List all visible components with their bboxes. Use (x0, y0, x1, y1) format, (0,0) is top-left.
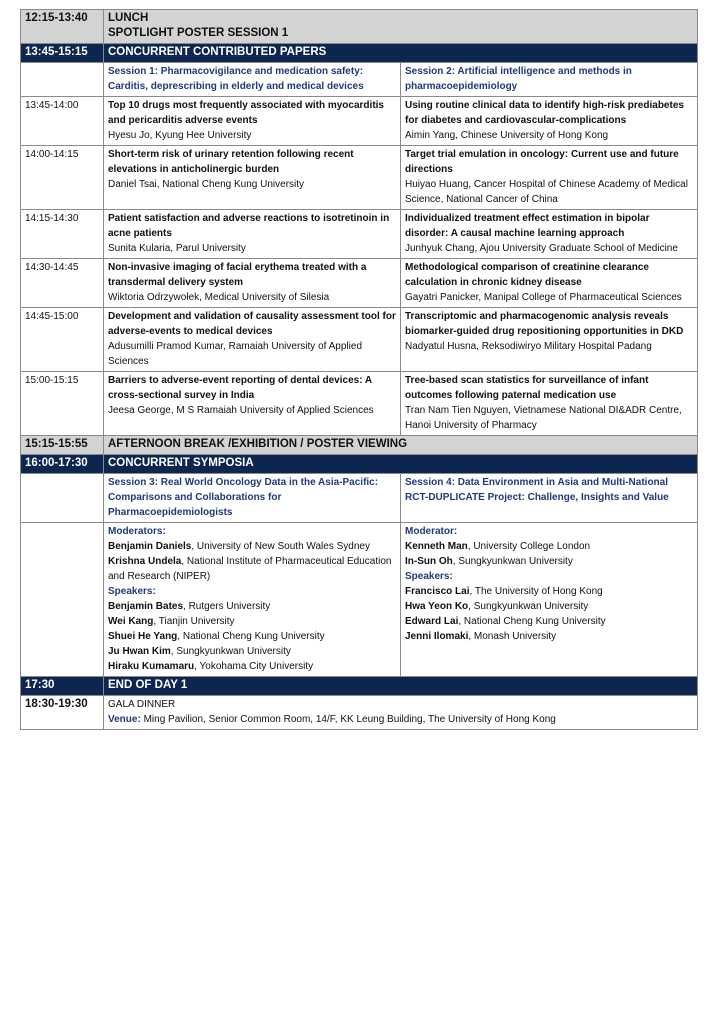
paper-author: Sunita Kularia, Parul University (108, 243, 246, 254)
paper-author: Gayatri Panicker, Manipal College of Pharmaceutical Sciences (405, 292, 682, 303)
gala-title: GALA DINNER (108, 699, 176, 710)
person-affiliation: , Monash University (468, 631, 557, 642)
paper-row (21, 97, 698, 146)
paper-title: Patient satisfaction and adverse reactions to isotretinoin in acne patients (108, 213, 390, 239)
person-affiliation: , The University of Hong Kong (469, 586, 603, 597)
person-name: Kenneth Man (405, 541, 468, 552)
session-2-paper (401, 308, 698, 372)
paper-title: Tree-based scan statistics for surveillance of infant outcomes following paternal medication use (405, 375, 649, 401)
paper-title: Transcriptomic and pharmacogenomic analysis reveals biomarker-guided drug repositioning opportunities in DKD (405, 311, 684, 337)
time-cell (21, 523, 104, 677)
time-cell: 18:30-19:30 (21, 696, 104, 730)
paper-title: Barriers to adverse-event reporting of dental devices: A cross-sectional survey in India (108, 375, 372, 401)
moderator (405, 554, 694, 569)
lunch-cell (104, 10, 698, 44)
person-affiliation: , National Institute of Pharmaceutical Education and Research (NIPER) (108, 556, 392, 582)
time-cell: 14:30-14:45 (21, 259, 104, 308)
speakers-label: Speakers: (405, 571, 453, 582)
paper-author: Jeesa George, M S Ramaiah University of Applied Sciences (108, 405, 374, 416)
person-name: In-Sun Oh (405, 556, 453, 567)
paper-author: Wiktoria Odrzywołek, Medical University of Silesia (108, 292, 330, 303)
person-name: Hwa Yeon Ko (405, 601, 469, 612)
paper-title: Development and validation of causality assessment tool for adverse-events to medical devices (108, 311, 396, 337)
person-affiliation: , University of New South Wales Sydney (191, 541, 370, 552)
paper-author: Junhyuk Chang, Ajou University Graduate School of Medicine (405, 243, 678, 254)
paper-author: Aimin Yang, Chinese University of Hong Kong (405, 130, 609, 141)
person-affiliation: , University College London (467, 541, 591, 552)
session-2-paper (401, 210, 698, 259)
paper-row (21, 146, 698, 210)
session-1-paper (104, 210, 401, 259)
speaker (405, 629, 694, 644)
time-cell: 14:15-14:30 (21, 210, 104, 259)
person-name: Benjamin Bates (108, 601, 184, 612)
session-1-paper (104, 308, 401, 372)
session-titles-row (21, 63, 698, 97)
person-affiliation: , Yokohama City University (194, 661, 314, 672)
time-cell: 13:45-14:00 (21, 97, 104, 146)
session-1-paper (104, 259, 401, 308)
symposia-people-row (21, 523, 698, 677)
moderators-label: Moderators: (108, 526, 166, 537)
paper-title: Non-invasive imaging of facial erythema treated with a transdermal delivery system (108, 262, 367, 288)
moderators-label: Moderator: (405, 526, 458, 537)
session-1-paper (104, 146, 401, 210)
person-name: Shuei He Yang (108, 631, 178, 642)
speaker (108, 614, 397, 629)
moderator (108, 554, 397, 584)
speaker (108, 659, 397, 674)
speaker (405, 614, 694, 629)
speaker (405, 599, 694, 614)
paper-row (21, 259, 698, 308)
time-cell (21, 474, 104, 523)
person-affiliation: , Tianjin University (153, 616, 235, 627)
person-affiliation: , National Cheng Kung University (177, 631, 325, 642)
gala-venue (108, 712, 694, 727)
time-cell (21, 63, 104, 97)
symposia-header-row (21, 455, 698, 474)
speaker (108, 629, 397, 644)
session-2-paper (401, 259, 698, 308)
end-day-title: END OF DAY 1 (104, 677, 698, 696)
session-3-people (104, 523, 401, 677)
section-title: CONCURRENT SYMPOSIA (104, 455, 698, 474)
person-name: Jenni Ilomaki (405, 631, 469, 642)
paper-author: Adusumilli Pramod Kumar, Ramaiah University of Applied Sciences (108, 341, 362, 367)
gala-cell (104, 696, 698, 730)
venue-label: Venue: (108, 714, 141, 725)
person-name: Benjamin Daniels (108, 541, 192, 552)
session-1-title: Session 1: Pharmacovigilance and medication safety: Carditis, deprescribing in elderly and medical devices (104, 63, 401, 97)
time-cell: 15:00-15:15 (21, 372, 104, 436)
lunch-row (21, 10, 698, 44)
moderator (108, 539, 397, 554)
end-day-row (21, 677, 698, 696)
speakers-label: Speakers: (108, 586, 156, 597)
programme-table (20, 9, 698, 730)
person-affiliation: , National Cheng Kung University (458, 616, 606, 627)
person-name: Hiraku Kumamaru (108, 661, 195, 672)
person-name: Wei Kang (108, 616, 154, 627)
paper-title: Individualized treatment effect estimation in bipolar disorder: A causal machine learning approach (405, 213, 650, 239)
venue-text: Ming Pavilion, Senior Common Room, 14/F, KK Leung Building, The University of Hong Kong (140, 714, 556, 725)
break-row (21, 436, 698, 455)
paper-author: Hyesu Jo, Kyung Hee University (108, 130, 252, 141)
time-cell: 15:15-15:55 (21, 436, 104, 455)
time-cell: 16:00-17:30 (21, 455, 104, 474)
paper-author: Tran Nam Tien Nguyen, Vietnamese National DI&ADR Centre, Hanoi University of Pharmacy (405, 405, 682, 431)
session-1-paper (104, 372, 401, 436)
paper-row (21, 308, 698, 372)
paper-author: Nadyatul Husna, Reksodiwiryo Military Hospital Padang (405, 341, 652, 352)
session-2-paper (401, 146, 698, 210)
paper-author: Daniel Tsai, National Cheng Kung University (108, 179, 305, 190)
section-title: CONCURRENT CONTRIBUTED PAPERS (104, 44, 698, 63)
papers-header-row (21, 44, 698, 63)
time-cell: 14:00-14:15 (21, 146, 104, 210)
session-2-title: Session 2: Artificial intelligence and methods in pharmacoepidemiology (401, 63, 698, 97)
paper-title: Target trial emulation in oncology: Current use and future directions (405, 149, 679, 175)
paper-title: Short-term risk of urinary retention following recent elevations in anticholinergic burden (108, 149, 354, 175)
time-cell: 12:15-13:40 (21, 10, 104, 44)
person-affiliation: , Rutgers University (183, 601, 271, 612)
person-affiliation: , Sungkyunkwan University (468, 601, 589, 612)
person-name: Francisco Lai (405, 586, 470, 597)
speaker (405, 584, 694, 599)
lunch-subtitle: SPOTLIGHT POSTER SESSION 1 (108, 27, 289, 39)
paper-title: Methodological comparison of creatinine clearance calculation in chronic kidney disease (405, 262, 649, 288)
person-name: Krishna Undela (108, 556, 182, 567)
session-4-title: Session 4: Data Environment in Asia and Multi-National RCT-DUPLICATE Project: Challenge, Insights and Value (401, 474, 698, 523)
break-title: AFTERNOON BREAK /EXHIBITION / POSTER VIEWING (104, 436, 698, 455)
moderator (405, 539, 694, 554)
paper-row (21, 372, 698, 436)
paper-title: Top 10 drugs most frequently associated with myocarditis and pericarditis adverse events (108, 100, 384, 126)
paper-author: Huiyao Huang, Cancer Hospital of Chinese Academy of Medical Science, National Cancer of China (405, 179, 688, 205)
paper-row (21, 210, 698, 259)
person-affiliation: , Sungkyunkwan University (170, 646, 291, 657)
time-cell: 14:45-15:00 (21, 308, 104, 372)
lunch-title: LUNCH (108, 12, 149, 24)
person-affiliation: , Sungkyunkwan University (452, 556, 573, 567)
speaker (108, 644, 397, 659)
person-name: Edward Lai (405, 616, 459, 627)
time-cell: 13:45-15:15 (21, 44, 104, 63)
symposia-titles-row (21, 474, 698, 523)
paper-rows (21, 97, 698, 436)
speaker (108, 599, 397, 614)
session-1-paper (104, 97, 401, 146)
session-4-people (401, 523, 698, 677)
session-2-paper (401, 97, 698, 146)
gala-row (21, 696, 698, 730)
person-name: Ju Hwan Kim (108, 646, 171, 657)
session-3-title: Session 3: Real World Oncology Data in the Asia-Pacific: Comparisons and Collaborations for Pharmacoepidemiologists (104, 474, 401, 523)
paper-title: Using routine clinical data to identify high-risk prediabetes for diabetes and cardiovascular-complications (405, 100, 684, 126)
session-2-paper (401, 372, 698, 436)
time-cell: 17:30 (21, 677, 104, 696)
